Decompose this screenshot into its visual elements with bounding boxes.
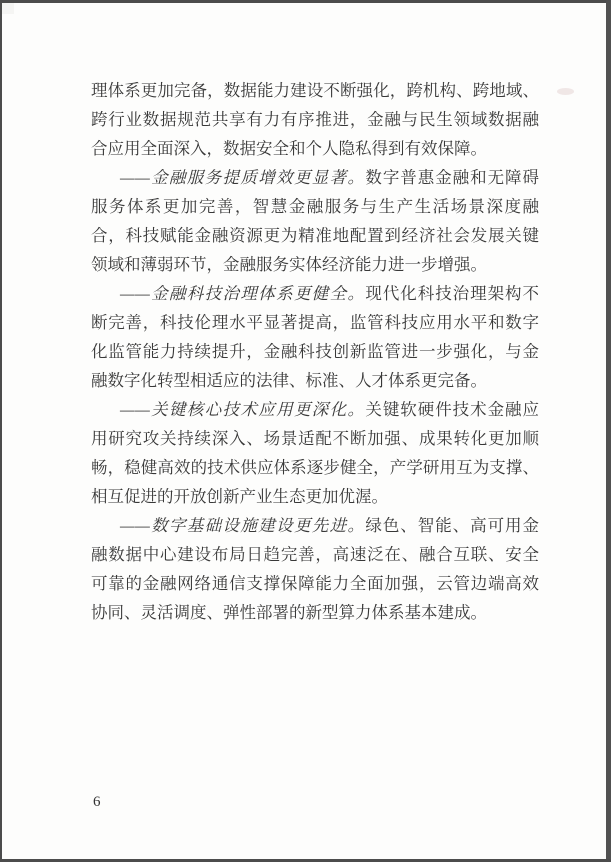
text-line: 畅，稳健高效的技术供应体系逐步健全，产学研用互为支撑、 — [91, 458, 539, 477]
text-line: 相互促进的开放创新产业生态更加优渥。 — [91, 487, 388, 506]
paragraph-fintech-governance — [91, 279, 539, 395]
document-body-text — [91, 76, 539, 627]
scan-smudge — [557, 88, 574, 95]
paragraph-lead-emphasis: ——关键核心技术应用更深化。 — [120, 400, 366, 419]
text-line: 服务体系更加完善，智慧金融服务与生产生活场景深度融 — [91, 197, 539, 216]
text-line: 领域和薄弱环节，金融服务实体经济能力进一步增强。 — [91, 255, 487, 274]
text-line: 融数据中心建设布局日趋完善，高速泛在、融合互联、安全 — [91, 545, 539, 564]
text-line — [91, 395, 539, 424]
text-line: 融数字化转型相适应的法律、标准、人才体系更完备。 — [91, 371, 487, 390]
paragraph-lead-emphasis: ——金融科技治理体系更健全。 — [120, 284, 366, 303]
page-number: 6 — [93, 794, 101, 810]
scan-corner-artifact — [2, 3, 14, 14]
paragraph-financial-services — [91, 163, 539, 279]
paragraph-lead-emphasis: ——数字基础设施建设更先进。 — [120, 516, 366, 535]
text-segment: 绿色、智能、高可用金 — [365, 516, 539, 535]
paragraph-lead-emphasis: ——金融服务提质增效更显著。 — [120, 168, 366, 187]
text-line: 断完善，科技伦理水平显著提高，监管科技应用水平和数字 — [91, 313, 539, 332]
text-line — [91, 279, 539, 308]
page-edge-right — [606, 0, 611, 862]
page-edge-top — [0, 0, 611, 3]
paragraph-digital-infrastructure — [91, 511, 539, 627]
text-line: 可靠的金融网络通信支撑保障能力全面加强，云管边端高效 — [91, 574, 539, 593]
text-segment: 数字普惠金融和无障碍 — [365, 168, 539, 187]
text-line: 协同、灵活调度、弹性部署的新型算力体系基本建成。 — [91, 603, 487, 622]
page-edge-left — [0, 0, 2, 862]
text-segment: 现代化科技治理架构不 — [365, 284, 539, 303]
text-line: 合应用全面深入，数据安全和个人隐私得到有效保障。 — [91, 139, 487, 158]
text-line: 合，科技赋能金融资源更为精准地配置到经济社会发展关键 — [91, 226, 539, 245]
text-line: 跨行业数据规范共享有力有序推进，金融与民生领域数据融 — [91, 110, 539, 129]
paragraph-core-technology — [91, 395, 539, 511]
text-line — [91, 163, 539, 192]
text-line: 化监管能力持续提升，金融科技创新监管进一步强化，与金 — [91, 342, 539, 361]
paragraph-continued — [91, 76, 539, 163]
text-segment: 关键软硬件技术金融应 — [365, 400, 539, 419]
text-line: 用研究攻关持续深入、场景适配不断加强、成果转化更加顺 — [91, 429, 539, 448]
text-line: 理体系更加完备，数据能力建设不断强化，跨机构、跨地域、 — [91, 81, 539, 100]
text-line — [91, 511, 539, 540]
